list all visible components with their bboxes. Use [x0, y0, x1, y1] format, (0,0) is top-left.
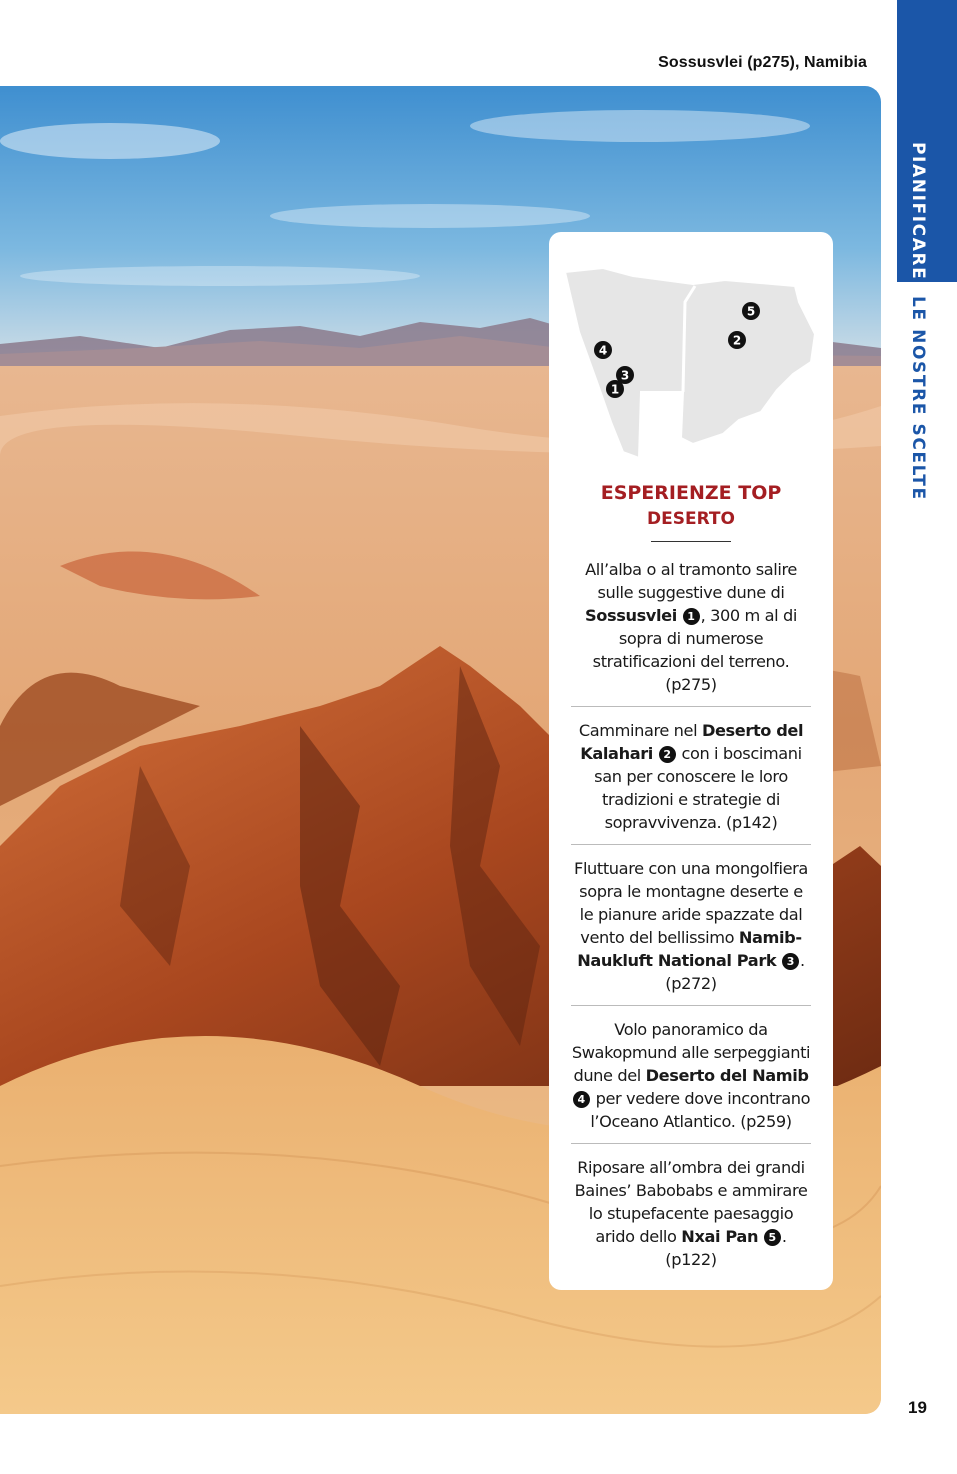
experience-item	[571, 857, 811, 1006]
item-place: Deserto del Namib	[645, 1066, 809, 1085]
map-marker-label: 5	[746, 304, 756, 319]
item-text: Riposare all’ombra dei grandi Baines’ Babobabs e ammirare lo stupefacente paesaggio arido dello	[574, 1158, 808, 1246]
experience-item	[571, 1018, 811, 1144]
item-text: Volo panoramico da Swakopmund alle serpeggianti dune del	[571, 1020, 811, 1085]
map-marker-label: 1	[610, 382, 620, 397]
item-text: . (p122)	[665, 1227, 787, 1269]
map-marker-label: 4	[598, 343, 608, 358]
item-text: . (p272)	[665, 951, 805, 993]
marker-number-badge: 2	[659, 746, 676, 763]
experience-item	[571, 558, 811, 707]
item-text: Fluttuare con una mongolfiera sopra le montagne deserte e le pianure aride spazzate dal vento del bellissimo	[574, 859, 808, 947]
photo-caption: Sossusvlei (p275), Namibia	[658, 54, 867, 71]
marker-number-badge: 3	[782, 953, 799, 970]
item-place: Namib-Naukluft National Park	[577, 928, 802, 970]
map-marker-label: 2	[732, 333, 742, 348]
map-marker-label: 3	[620, 368, 630, 383]
title-divider	[651, 541, 731, 542]
item-text: Camminare nel	[578, 721, 702, 740]
item-text: All’alba o al tramonto salire sulle suggestive dune di	[585, 560, 797, 602]
experience-item	[571, 1156, 811, 1281]
map-marker-5	[742, 302, 760, 320]
map-marker-4	[594, 341, 612, 359]
page-number: 19	[908, 1398, 927, 1417]
map-marker-2	[728, 331, 746, 349]
top-experiences-panel	[549, 232, 833, 1290]
subsection-label: LE NOSTRE SCELTE	[908, 296, 928, 501]
item-text: , 300 m al di sopra di numerose stratificazioni del terreno. (p275)	[592, 606, 797, 694]
marker-number-badge: 1	[683, 608, 700, 625]
item-place: Deserto del Kalahari	[580, 721, 804, 763]
experience-item	[571, 719, 811, 845]
item-text: con i boscimani san per conoscere le loro tradizioni e strategie di sopravvivenza. (p142)	[594, 744, 802, 832]
panel-title: ESPERIENZE TOP	[600, 482, 782, 504]
marker-number-badge: 5	[764, 1229, 781, 1246]
item-text: per vedere dove incontrano l’Oceano Atlantico. (p259)	[590, 1089, 811, 1131]
item-place: Sossusvlei	[585, 606, 677, 625]
panel-subtitle: DESERTO	[647, 509, 735, 529]
item-place: Nxai Pan	[681, 1227, 759, 1246]
section-label: PIANIFICARE	[908, 142, 928, 281]
experience-list	[571, 558, 811, 1293]
marker-number-badge: 4	[573, 1091, 590, 1108]
map-marker-1	[606, 380, 624, 398]
namibia-botswana-map-icon	[563, 262, 819, 458]
